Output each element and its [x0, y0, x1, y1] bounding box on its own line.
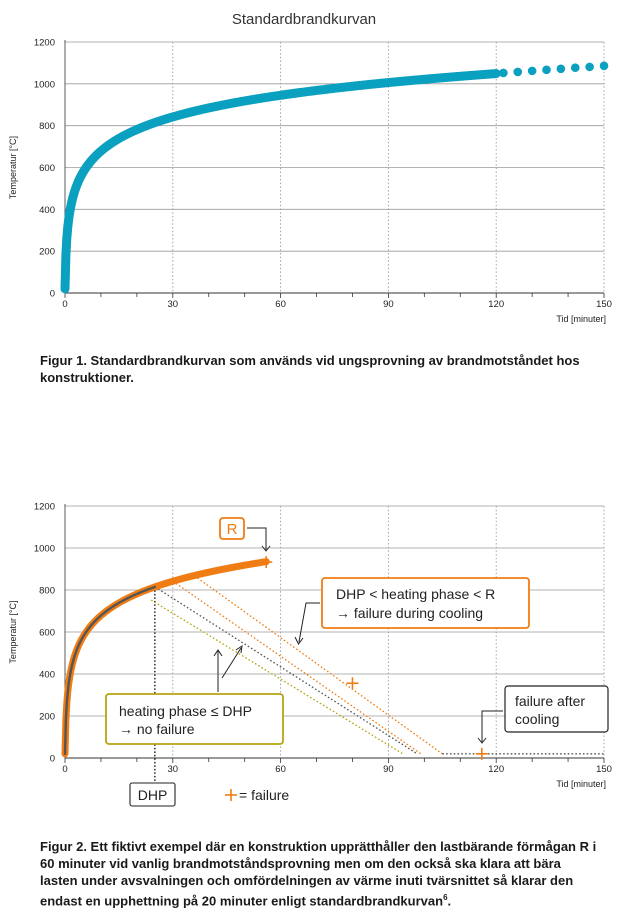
chart1-data-point	[153, 120, 157, 124]
chart1-ytick-label: 800	[39, 121, 55, 133]
chart1-data-point	[135, 127, 139, 131]
chart1-data-point	[117, 136, 121, 140]
chart2-xtick-label: 60	[275, 764, 286, 775]
chart2-ytick-label: 1000	[33, 543, 55, 555]
chart1-xtick-label: 150	[596, 299, 612, 310]
chart2-xlabel: Tid [minuter]	[556, 779, 606, 789]
chart1-ytick-label: 1200	[33, 37, 55, 49]
figure1-caption	[40, 352, 600, 386]
chart1-data-point	[350, 84, 354, 88]
chart1-extrapolated-point	[557, 64, 566, 73]
chart2-cooling-text-2: → failure during cooling	[336, 605, 484, 621]
chart2-xtick-label: 30	[167, 764, 179, 775]
chart1-data-point	[70, 198, 74, 202]
chart1-extrapolated-point	[499, 69, 508, 78]
chart1-extrapolated-point	[585, 63, 594, 72]
chart2-ytick-label: 600	[39, 627, 55, 639]
chart1-data-point	[99, 149, 103, 153]
chart2-xtick-label: 0	[62, 764, 68, 775]
chart2-xtick-label: 90	[383, 764, 394, 775]
chart1-xlabel: Tid [minuter]	[556, 314, 606, 324]
chart1-xtick-label: 0	[62, 299, 68, 310]
chart2-heating-text-1: heating phase ≤ DHP	[119, 703, 252, 719]
chart2-ytick-label: 400	[39, 669, 55, 681]
chart1-xtick-label: 30	[167, 299, 179, 310]
chart1-title: Standardbrandkurvan	[231, 11, 377, 28]
chart1-extrapolated-point	[600, 62, 609, 71]
chart1-data-point	[81, 170, 85, 174]
chart2-ytick-label: 0	[49, 753, 55, 765]
chart1-ytick-label: 200	[39, 246, 55, 258]
chart2-after-text-1: failure after	[515, 693, 586, 709]
figure2-caption: Figur 2. Ett fiktivt exempel där en konstruktion upprätthåller den lastbärande förmågan R i 60 minuter vid vanlig brandmotståndsprovning men om den också ska klara att bära lasten under avsvalningen och omfördelningen av värme inuti tvärsnittet så klarar den endast en upphettning på 20 minuter enligt standardbrandkurvan$^6$.	[40, 839, 597, 909]
figure2-caption-text: Figur 2. Ett fiktivt exempel där en konstruktion upprätthåller den lastbärande förmågan R i 60 minuter vid vanlig brandmotståndsprovning men om den också ska klara att bära lasten under avsvalningen och omfördelningen av värme inuti tvärsnittet så klarar den endast en upphettning på 20 minuter enligt standardbrandkurvan	[40, 839, 597, 909]
chart1-data-point	[494, 71, 498, 75]
chart2-xtick-label: 150	[596, 764, 612, 775]
chart1-data-point	[386, 80, 390, 84]
chart2-heating-arrow-b	[222, 648, 241, 678]
chart2-xtick-label: 120	[488, 764, 505, 775]
chart2-heating-text-2: → no failure	[119, 721, 195, 737]
chart1-xtick-label: 90	[383, 299, 394, 310]
chart2-r-label: R	[226, 521, 238, 538]
chart1-data-point	[66, 218, 70, 222]
chart1-ytick-label: 400	[39, 204, 55, 216]
chart1-extrapolated-point	[571, 63, 580, 72]
chart1-ytick-label: 600	[39, 163, 55, 174]
chart1	[8, 38, 612, 325]
chart1-data-point	[422, 77, 426, 81]
chart1-data-point	[314, 88, 318, 92]
chart1-extrapolated-point	[542, 66, 551, 75]
chart1-xtick-label: 120	[488, 299, 505, 310]
chart1-ylabel: Temperatur [°C]	[8, 135, 18, 200]
chart2	[8, 502, 612, 807]
figure1-caption-text: Figur 1. Standardbrandkurvan som används vid ungsprovning av brandmotståndet hos konstruktioner.	[40, 353, 580, 385]
chart1-data-point	[65, 236, 69, 240]
chart1-data-point	[458, 74, 462, 78]
chart1-extrapolated-point	[528, 67, 537, 76]
chart2-ytick-label: 800	[39, 585, 55, 597]
chart1-data-point	[88, 160, 92, 164]
chart2-ylabel: Temperatur [°C]	[8, 600, 18, 664]
chart1-ytick-label: 1000	[33, 79, 55, 91]
chart2-after-text-2: cooling	[515, 711, 560, 727]
chart1-data-point	[207, 106, 211, 110]
chart2-legend-text: = failure	[239, 787, 290, 803]
chart1-data-point	[63, 287, 67, 291]
chart1-data-point	[74, 186, 78, 190]
chart2-ytick-label: 200	[39, 711, 55, 723]
chart2-ytick-label: 1200	[33, 501, 55, 513]
figure2-caption-ref: 6	[443, 893, 448, 902]
chart1-xtick-label: 60	[275, 299, 286, 310]
chart2-cooling-text-1: DHP < heating phase < R	[336, 586, 496, 602]
chart1-ytick-label: 0	[49, 288, 55, 300]
chart1-data-point	[278, 93, 282, 97]
chart1-extrapolated-point	[513, 68, 522, 77]
chart2-dhp-label: DHP	[137, 787, 168, 803]
chart1-data-point	[242, 99, 246, 103]
chart1-data-point	[171, 115, 175, 119]
chart2-cooling-arrow	[299, 603, 320, 642]
